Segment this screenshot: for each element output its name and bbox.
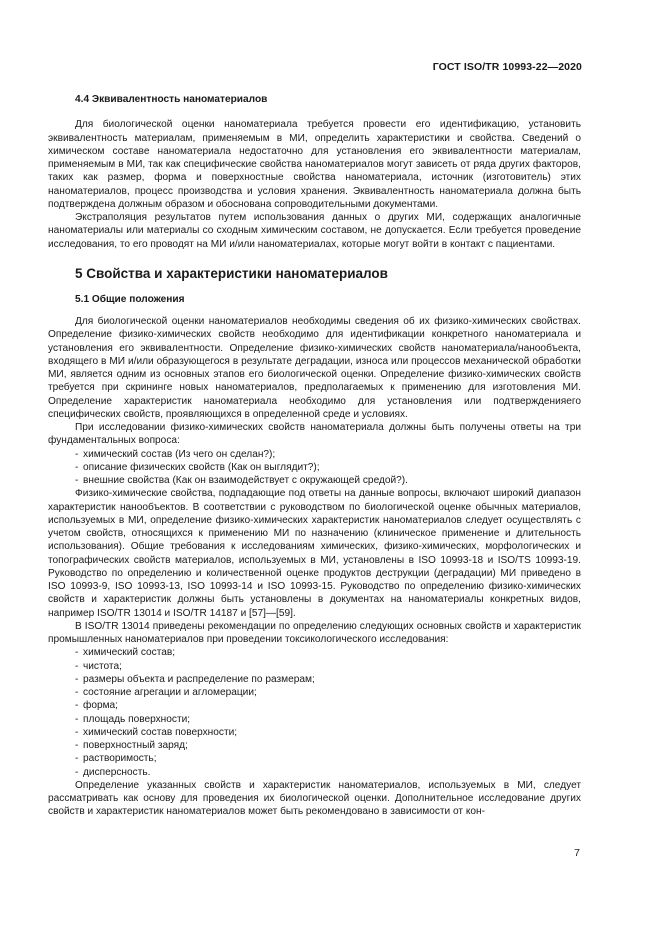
section-5-heading: 5 Свойства и характеристики наноматериалов — [75, 265, 388, 281]
list-item: - описание физических свойств (Как он выглядит?); — [75, 461, 320, 473]
section-5-1-paragraph-3: Физико-химические свойства, подпадающие под ответы на данные вопросы, включают широкий диапазон характеристик нанообъектов. В соответствии с руководством по биологической оценке обычных материалов, используемых в МИ, определение физико-химических характеристик наноматериалов следует осуществлять с учетом свойств, относящихся к применению МИ по назначению (клиническое применение и длительность использования). Общие требования к исследованиям химических, физико-химических, морфологических и топографических свойств материалов, используемых в МИ, установлены в ISO 10993-18 и ISO/TS 10993-19. Руководство по определению и количественной оценке продуктов деструкции (деградации) МИ приведено в ISO 10993-9, ISO 10993-13, ISO 10993-14 и ISO 10993-15. Руководство по определению физико-химических свойств и характеристик должны быть установлены в документах на наноматериалы конкретных видов, например ISO/TR 13014 и ISO/TR 14187 и [57]—[59]. — [48, 488, 581, 619]
list-item: - дисперсность. — [75, 766, 151, 778]
section-5-1-paragraph-5: Определение указанных свойств и характеристик наноматериалов, используемых в МИ, следует рассматривать как основу для проведения их биологической оценки. Дополнительное исследование других свойств и характеристик наноматериалов может быть рекомендовано в зависимости от кон- — [48, 779, 581, 818]
list-item: - растворимость; — [75, 753, 157, 765]
page-number: 7 — [574, 847, 580, 859]
list-item: - внешние свойства (Как он взаимодействует с окружающей средой?). — [75, 475, 408, 486]
section-4-4-heading: 4.4 Эквивалентность наноматериалов — [75, 94, 268, 105]
section-5-1-paragraph-4: В ISO/TR 13014 приведены рекомендации по определению следующих основных свойств и характеристик промышленных наноматериалов при проведении токсикологического исследования: — [48, 620, 581, 645]
list-item: - химический состав (Из чего он сделан?); — [75, 448, 276, 460]
list-item: - площадь поверхности; — [75, 713, 191, 725]
list-item: - химический состав; — [75, 647, 176, 659]
list-item: - форма; — [75, 700, 118, 712]
section-5-1-heading: 5.1 Общие положения — [75, 293, 185, 305]
section-4-4-paragraph-2: Экстраполяция результатов путем использования данных о других МИ, содержащих аналогичные наноматериалы или материалы со сходным химическим составом, не допускается. Если требуется проведение исследования, то его проводят на МИ и/или наноматериалах, которые могут войти в контакт с пациентами. — [48, 212, 581, 250]
characteristics-list — [48, 646, 581, 779]
fundamental-questions-list — [48, 448, 581, 488]
page-content — [48, 93, 581, 819]
list-item: - химический состав поверхности; — [75, 726, 238, 738]
section-5-1-paragraph-2: При исследовании физико-химических свойств наноматериала должны быть получены ответы на три фундаментальных вопроса: — [48, 422, 581, 447]
list-item: - состояние агрегации и агломерации; — [75, 687, 257, 698]
list-item: - поверхностный заряд; — [75, 740, 188, 751]
section-4-4-paragraph-1: Для биологической оценки наноматериала требуется провести его идентификацию, установить эквивалентность материалам, применяемым в МИ, определить характеристики и свойства. Сведений о химическом составе наноматериала недостаточно для установления его эквивалентности материалам, применяемым в МИ, так как специфические свойства наноматериалов могут зависеть от ряда других факторов, таких как размер, форма и поверхностные свойства наноматериала, источник (изготовитель) этих наноматериалов, процесс производства и условия хранения. Эквивалентность наноматериала должна быть подтверждена должным образом и обоснована сопроводительными документами. — [48, 119, 581, 210]
section-5-1-paragraph-1: Для биологической оценки наноматериалов необходимы сведения об их физико-химических свойствах. Определение физико-химических свойств необходимо для идентификации конкретного наноматериала и установления его эквивалентности. Определение физико-химических свойств наноматериала/нанообъекта, входящего в МИ и/или образующегося в результате деградации, износа или процессов механической обработки МИ, является одним из основных этапов его биологической оценки. Определение физико-химических свойств требуется при скрининге новых наноматериалов, предполагаемых к применению для изготовления МИ. Определение характеристик наноматериала необходимо для установления или подтвержденияего специфических свойств, проявляющихся в определенной среде и условиях. — [48, 316, 581, 420]
document-id-header: ГОСТ ISO/TR 10993-22—2020 — [432, 61, 582, 73]
list-item: - чистота; — [75, 660, 122, 672]
list-item: - размеры объекта и распределение по размерам; — [75, 673, 315, 685]
